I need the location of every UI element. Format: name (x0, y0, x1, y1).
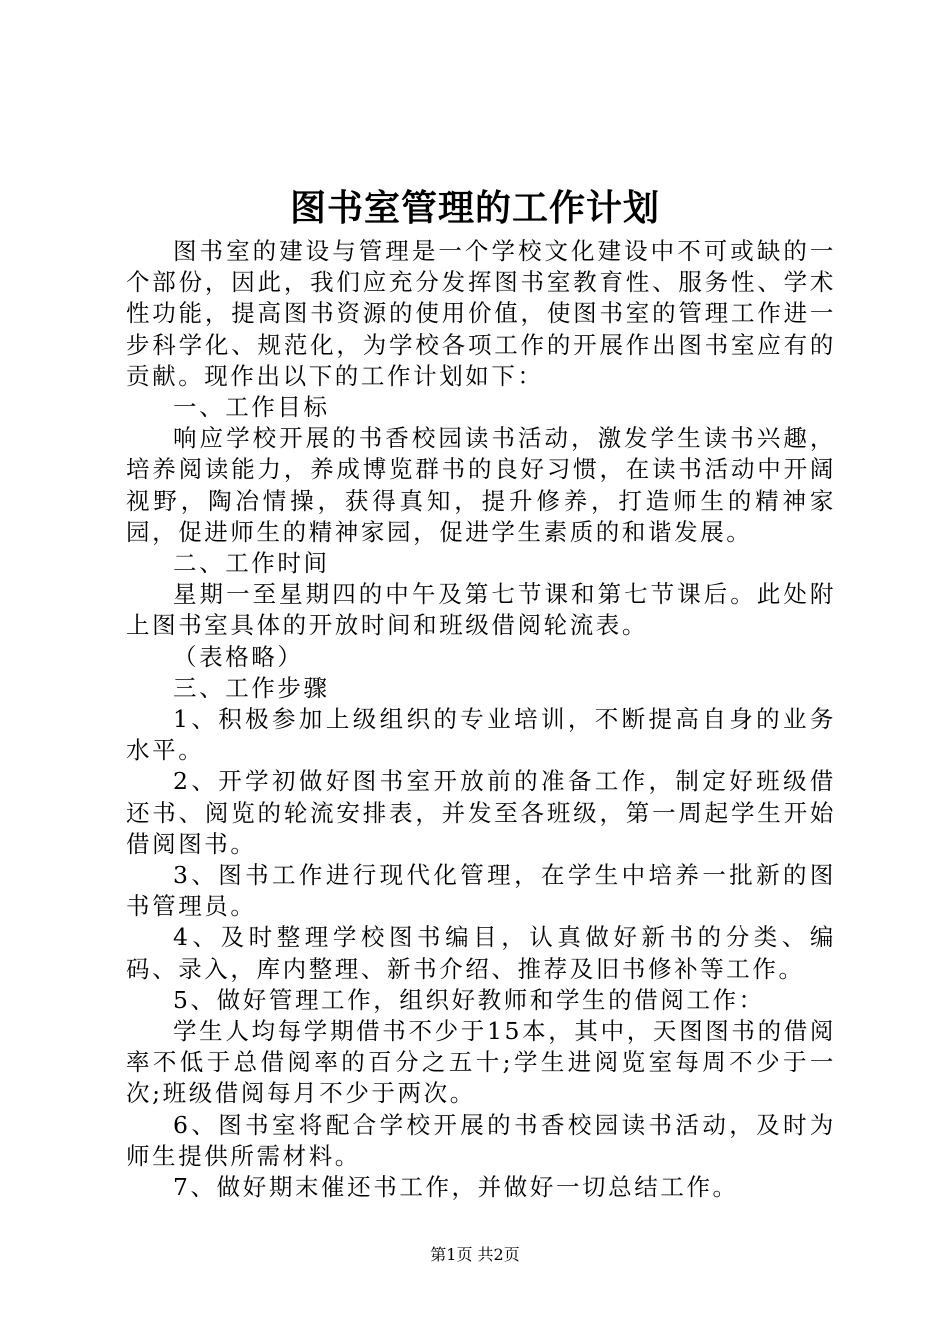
paragraph-table-omitted: （表格略） (173, 642, 304, 671)
paragraph-work-goal: 响应学校开展的书香校园读书活动，激发学生读书兴趣，培养阅读能力，养成博览群书的良好习惯，在读书活动中开阔视野，陶冶情操，获得真知，提升修养，打造师生的精神家园，促进师生的精神家园，促进学生素质的和谐发展。 (126, 424, 836, 546)
step-1: 1、积极参加上级组织的专业培训，不断提高自身的业务水平。 (126, 705, 836, 765)
heading-work-steps: 三、工作步骤 (173, 673, 330, 702)
document-body (126, 236, 836, 1203)
step-4: 4、及时整理学校图书编目，认真做好新书的分类、编码、录入，库内整理、新书介绍、推荐及旧书修补等工作。 (126, 923, 836, 983)
heading-work-goal: 一、工作目标 (173, 393, 330, 422)
step-3: 3、图书工作进行现代化管理，在学生中培养一批新的图书管理员。 (126, 861, 836, 921)
paragraph-intro: 图书室的建设与管理是一个学校文化建设中不可或缺的一个部份，因此，我们应充分发挥图书室教育性、服务性、学术性功能，提高图书资源的使用价值，使图书室的管理工作进一步科学化、规范化，为学校各项工作的开展作出图书室应有的贡献。现作出以下的工作计划如下： (126, 237, 836, 390)
step-2: 2、开学初做好图书室开放前的准备工作，制定好班级借还书、阅览的轮流安排表，并发至各班级，第一周起学生开始借阅图书。 (126, 767, 836, 858)
step-5: 5、做好管理工作，组织好教师和学生的借阅工作： (173, 985, 765, 1014)
heading-work-time: 二、工作时间 (173, 549, 330, 578)
page-footer: 第1页 共2页 (430, 1245, 520, 1264)
page-title: 图书室管理的工作计划 (289, 187, 660, 229)
step-6: 6、图书室将配合学校开展的书香校园读书活动，及时为师生提供所需材料。 (126, 1110, 836, 1170)
step-7: 7、做好期末催还书工作，并做好一切总结工作。 (173, 1173, 739, 1202)
step-5-detail: 学生人均每学期借书不少于15本，其中，天图图书的借阅率不低于总借阅率的百分之五十;学生进阅览室每周不少于一次;班级借阅每月不少于两次。 (126, 1017, 836, 1108)
paragraph-work-time: 星期一至星期四的中午及第七节课和第七节课后。此处附上图书室具体的开放时间和班级借阅轮流表。 (126, 580, 836, 640)
